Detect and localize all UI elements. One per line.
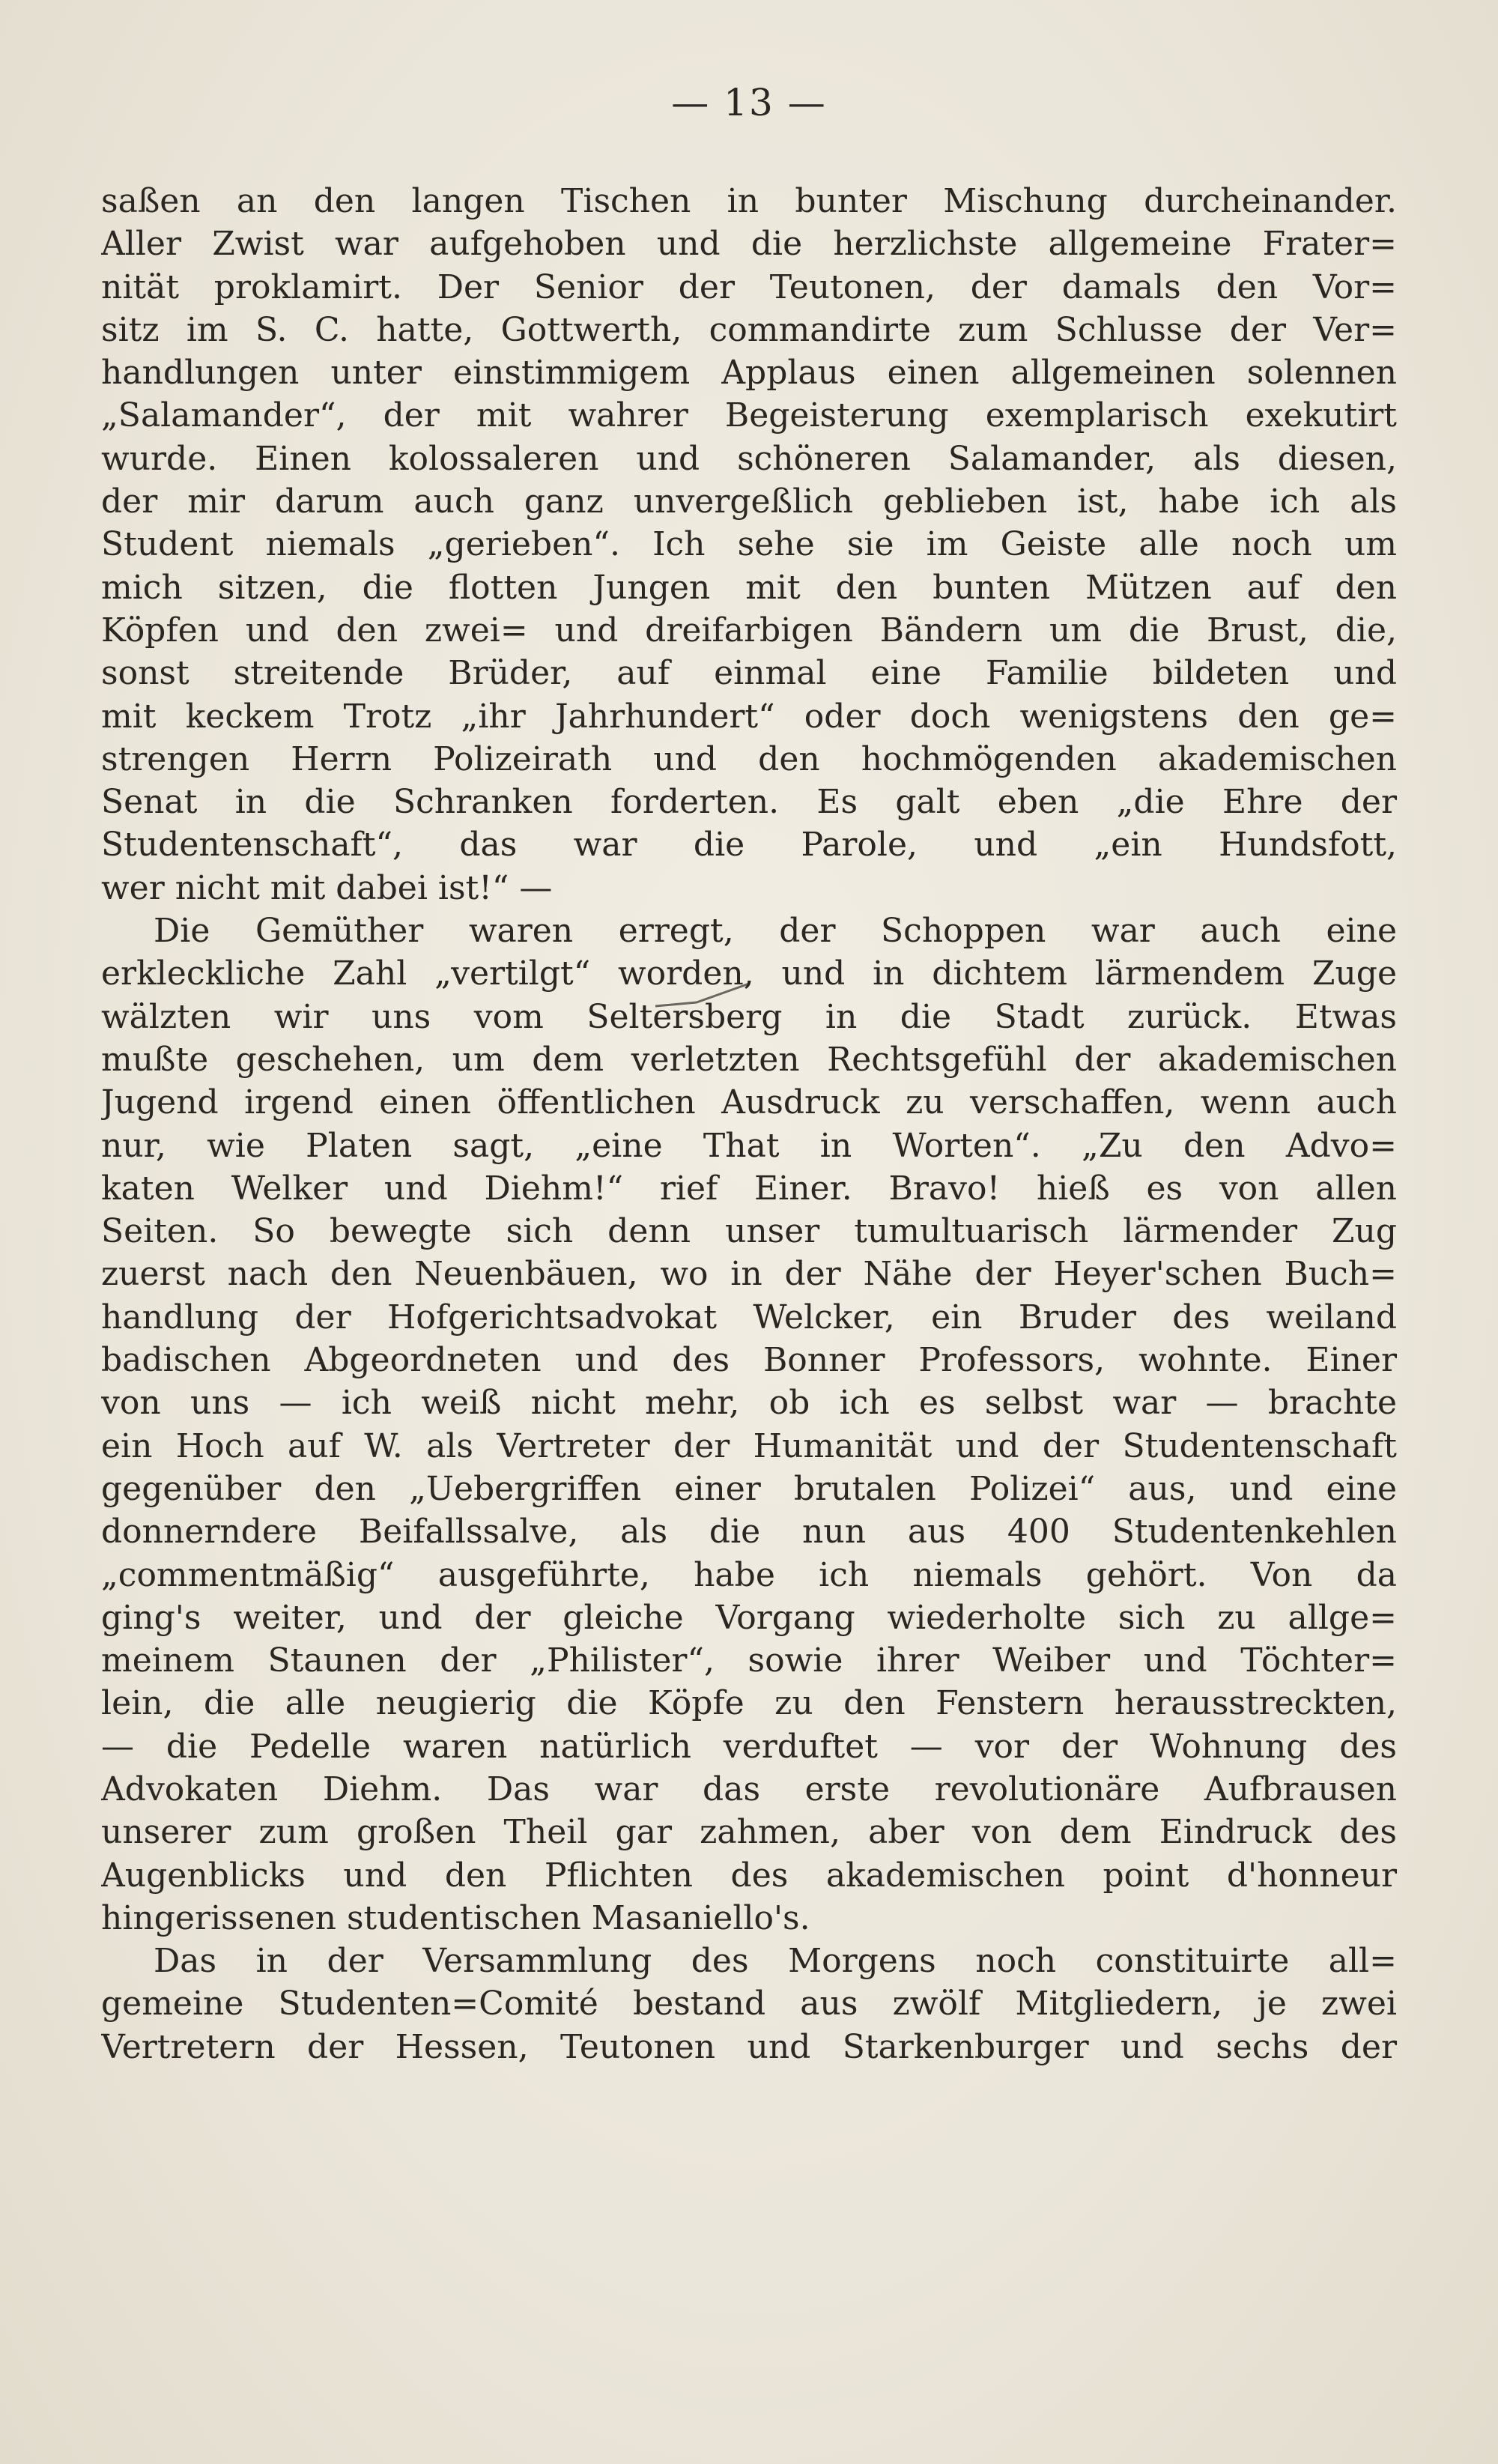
text-line: Köpfen und den zwei= und dreifarbigen Bändern um die Brust, die, — [101, 611, 1397, 650]
text-line: — die Pedelle waren natürlich verduftet — vor der Wohnung des — [101, 1727, 1397, 1766]
text-line: „commentmäßig“ ausgeführte, habe ich niemals gehört. Von da — [101, 1555, 1397, 1594]
page-number: — 13 — — [671, 81, 827, 124]
text-line: nität proklamirt. Der Senior der Teutonen, der damals den Vor= — [101, 267, 1397, 306]
text-line: Jugend irgend einen öffentlichen Ausdruck zu verschaffen, wenn auch — [101, 1083, 1397, 1122]
text-line: saßen an den langen Tischen in bunter Mischung durcheinander. — [101, 182, 1397, 220]
text-line: hingerissenen studentischen Masaniello's. — [101, 1898, 810, 1937]
body-text — [101, 180, 1397, 2068]
text-line: Aller Zwist war aufgehoben und die herzlichste allgemeine Frater= — [101, 225, 1397, 264]
text-line: wer nicht mit dabei ist!“ — — [101, 868, 553, 907]
text-line: „Salamander“, der mit wahrer Begeisterung exemplarisch exekutirt — [101, 396, 1397, 435]
text-line: donnerndere Beifallssalve, als die nun aus 400 Studentenkehlen — [101, 1513, 1397, 1552]
text-line: Augenblicks und den Pflichten des akademischen point d'honneur — [101, 1856, 1397, 1895]
text-line: katen Welker und Diehm!“ rief Einer. Bravo! hieß es von allen — [101, 1169, 1397, 1208]
text-line: Advokaten Diehm. Das war das erste revolutionäre Aufbrausen — [101, 1770, 1397, 1808]
text-line: von uns — ich weiß nicht mehr, ob ich es selbst war — brachte — [101, 1384, 1397, 1423]
text-line: erkleckliche Zahl „vertilgt“ worden, und in dichtem lärmendem Zuge — [101, 954, 1397, 993]
text-line: Vertretern der Hessen, Teutonen und Starkenburger und sechs der — [101, 2027, 1397, 2066]
text-line: gegenüber den „Uebergriffen einer brutalen Polizei“ aus, und eine — [101, 1469, 1397, 1508]
text-line: Studentenschaft“, das war die Parole, und „ein Hundsfott, — [101, 826, 1397, 865]
text-line: meinem Staunen der „Philister“, sowie ihrer Weiber und Töchter= — [101, 1641, 1397, 1680]
text-line: sitz im S. C. hatte, Gottwerth, commandirte zum Schlusse der Ver= — [101, 310, 1397, 349]
text-line: Seiten. So bewegte sich denn unser tumultuarisch lärmender Zug — [101, 1212, 1397, 1251]
text-line: unserer zum großen Theil gar zahmen, aber von dem Eindruck des — [101, 1813, 1397, 1852]
text-line: mußte geschehen, um dem verletzten Rechtsgefühl der akademischen — [101, 1040, 1397, 1079]
paragraph-start-line: Das in der Versammlung des Morgens noch constituirte all= — [154, 1942, 1397, 1981]
text-line: Senat in die Schranken forderten. Es galt eben „die Ehre der — [101, 783, 1397, 822]
text-line: wurde. Einen kolossaleren und schöneren Salamander, als diesen, — [101, 439, 1397, 478]
text-line: der mir darum auch ganz unvergeßlich geblieben ist, habe ich als — [101, 482, 1397, 521]
text-line: mich sitzen, die flotten Jungen mit den bunten Mützen auf den — [101, 568, 1397, 607]
paragraph-start-line: Die Gemüther waren erregt, der Schoppen war auch eine — [154, 912, 1397, 951]
text-line: mit keckem Trotz „ihr Jahrhundert“ oder doch wenigstens den ge= — [101, 697, 1397, 736]
text-line: sonst streitende Brüder, auf einmal eine Familie bildeten und — [101, 654, 1397, 693]
text-line: handlungen unter einstimmigem Applaus einen allgemeinen solennen — [101, 354, 1397, 393]
text-line: gemeine Studenten=Comité bestand aus zwölf Mitgliedern, je zwei — [101, 1985, 1397, 2023]
text-line: zuerst nach den Neuenbäuen, wo in der Nähe der Heyer'schen Buch= — [101, 1255, 1397, 1294]
text-line: badischen Abgeordneten und des Bonner Professors, wohnte. Einer — [101, 1341, 1397, 1380]
text-line: strengen Herrn Polizeirath und den hochmögenden akademischen — [101, 739, 1397, 778]
text-line: nur, wie Platen sagt, „eine That in Worten“. „Zu den Advo= — [101, 1126, 1397, 1165]
text-line: ging's weiter, und der gleiche Vorgang wiederholte sich zu allge= — [101, 1598, 1397, 1637]
text-line: ein Hoch auf W. als Vertreter der Humanität und der Studentenschaft — [101, 1426, 1397, 1465]
text-line: lein, die alle neugierig die Köpfe zu den Fenstern herausstreckten, — [101, 1684, 1397, 1723]
text-line: Student niemals „gerieben“. Ich sehe sie im Geiste alle noch um — [101, 525, 1397, 564]
text-line: wälzten wir uns vom Seltersberg in die Stadt zurück. Etwas — [101, 997, 1397, 1036]
text-line: handlung der Hofgerichtsadvokat Welcker, ein Bruder des weiland — [101, 1298, 1397, 1337]
